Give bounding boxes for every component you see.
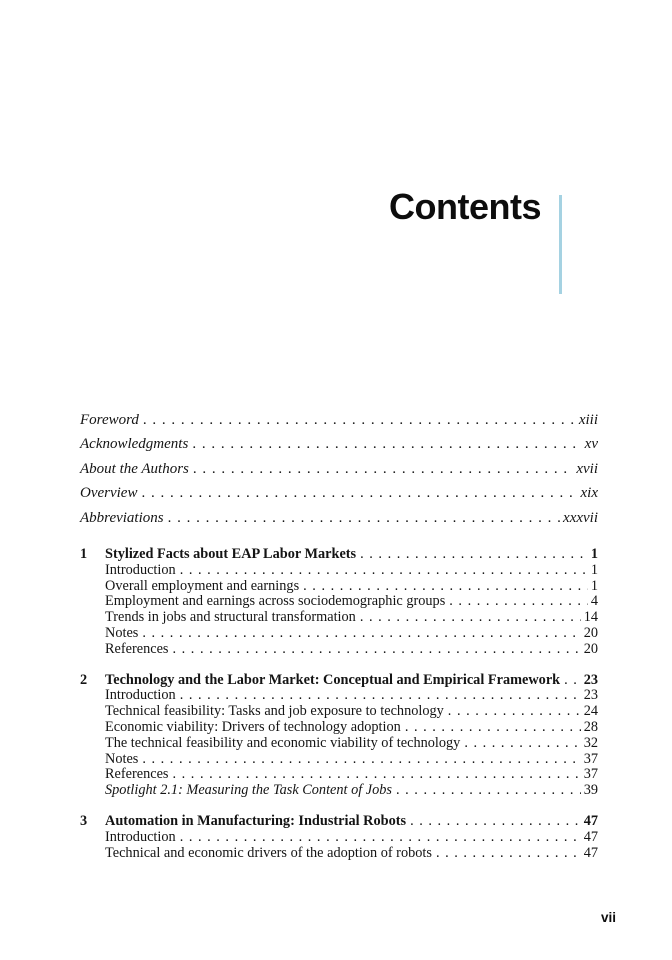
toc-entry bbox=[80, 432, 598, 456]
toc-entry-page: 23 bbox=[583, 687, 598, 704]
toc-entry bbox=[80, 457, 598, 481]
toc-entry-label: Introduction bbox=[105, 828, 176, 845]
toc-entry-page: 28 bbox=[583, 719, 598, 735]
toc-entry-page: 1 bbox=[590, 561, 598, 578]
dot-leader bbox=[405, 720, 581, 736]
dot-leader bbox=[180, 830, 581, 846]
dot-leader bbox=[396, 783, 581, 799]
chapter-entries bbox=[80, 688, 598, 799]
toc-entry bbox=[80, 767, 598, 783]
dot-leader bbox=[193, 457, 573, 481]
toc-entry-page: 47 bbox=[583, 828, 598, 845]
toc-entry bbox=[80, 736, 598, 752]
chapter-number: 2 bbox=[80, 671, 88, 688]
chapter-section bbox=[80, 547, 598, 658]
dot-leader bbox=[436, 846, 581, 862]
chapter-section bbox=[80, 673, 598, 799]
table-of-contents bbox=[80, 408, 598, 861]
toc-entry-label: Notes bbox=[105, 625, 139, 642]
dot-leader bbox=[141, 481, 577, 505]
dot-leader bbox=[448, 704, 581, 720]
chapter-page: 23 bbox=[583, 671, 598, 688]
toc-entry-label: Employment and earnings across sociodemographic groups bbox=[105, 593, 446, 610]
toc-entry-page: 20 bbox=[583, 625, 598, 642]
chapter-title: Technology and the Labor Market: Conceptual and Empirical Framework bbox=[105, 671, 561, 688]
dot-leader bbox=[180, 688, 581, 704]
accent-bar bbox=[559, 195, 562, 294]
toc-entry-label: References bbox=[105, 766, 169, 783]
toc-entry bbox=[80, 408, 598, 432]
toc-entry-label: Economic viability: Drivers of technology adoption bbox=[105, 719, 401, 735]
chapter-entries bbox=[80, 563, 598, 658]
toc-entry-label: Introduction bbox=[105, 561, 176, 578]
chapter-heading bbox=[80, 547, 598, 563]
toc-entry bbox=[80, 846, 598, 862]
toc-entry-page: xv bbox=[584, 436, 598, 453]
toc-entry-label: Trends in jobs and structural transformation bbox=[105, 609, 356, 626]
toc-entry-label: Foreword bbox=[80, 412, 139, 428]
toc-entry-label: The technical feasibility and economic viability of technology bbox=[105, 734, 461, 751]
dot-leader bbox=[142, 626, 580, 642]
toc-entry bbox=[80, 830, 598, 846]
dot-leader bbox=[180, 563, 588, 579]
toc-entry-label: Abbreviations bbox=[80, 509, 164, 526]
dot-leader bbox=[192, 432, 581, 456]
toc-entry-label: Technical and economic drivers of the adoption of robots bbox=[105, 844, 432, 861]
dot-leader bbox=[303, 579, 588, 595]
toc-entry-label: Overall employment and earnings bbox=[105, 577, 300, 594]
chapter-section bbox=[80, 814, 598, 861]
dot-leader bbox=[173, 767, 581, 783]
page-title: Contents bbox=[389, 186, 541, 227]
toc-entry-page: xvii bbox=[576, 460, 598, 477]
toc-entry-label: References bbox=[105, 640, 169, 657]
toc-entry-label: About the Authors bbox=[80, 460, 189, 477]
dot-leader bbox=[360, 547, 588, 563]
chapter-heading bbox=[80, 814, 598, 830]
toc-entry-label: Spotlight 2.1: Measuring the Task Content of Jobs bbox=[105, 782, 392, 799]
dot-leader bbox=[464, 736, 580, 752]
toc-entry bbox=[80, 563, 598, 579]
toc-entry bbox=[80, 704, 598, 720]
toc-entry bbox=[80, 752, 598, 768]
chapter-number: 3 bbox=[80, 812, 88, 829]
dot-leader bbox=[449, 594, 588, 610]
chapter-number: 1 bbox=[80, 546, 88, 563]
dot-leader bbox=[168, 506, 560, 530]
toc-entry bbox=[80, 594, 598, 610]
toc-entry-page: 32 bbox=[583, 734, 598, 751]
dot-leader bbox=[143, 408, 576, 432]
chapter-entries bbox=[80, 830, 598, 862]
toc-entry-label: Technical feasibility: Tasks and job exposure to technology bbox=[105, 703, 444, 720]
toc-entry bbox=[80, 783, 598, 799]
chapter-title: Stylized Facts about EAP Labor Markets bbox=[105, 546, 357, 563]
chapter-title: Automation in Manufacturing: Industrial Robots bbox=[105, 812, 407, 829]
toc-entry bbox=[80, 688, 598, 704]
toc-entry bbox=[80, 481, 598, 505]
toc-entry-page: xiii bbox=[578, 412, 598, 428]
toc-entry-label: Notes bbox=[105, 750, 139, 767]
chapter-page: 47 bbox=[583, 812, 598, 829]
toc-entry-page: 4 bbox=[590, 593, 598, 610]
dot-leader bbox=[142, 752, 580, 768]
toc-entry-page: 37 bbox=[583, 766, 598, 783]
toc-entry bbox=[80, 642, 598, 658]
chapter-page: 1 bbox=[590, 546, 598, 563]
toc-entry bbox=[80, 610, 598, 626]
dot-leader bbox=[410, 814, 581, 830]
toc-entry-page: xxxvii bbox=[563, 509, 598, 526]
toc-entry-page: 24 bbox=[583, 703, 598, 720]
toc-entry bbox=[80, 720, 598, 736]
toc-entry bbox=[80, 626, 598, 642]
page-number: vii bbox=[600, 910, 616, 925]
front-matter-list bbox=[80, 408, 598, 530]
toc-entry bbox=[80, 579, 598, 595]
toc-entry-page: 1 bbox=[590, 577, 598, 594]
toc-entry-page: 39 bbox=[583, 782, 598, 799]
toc-entry bbox=[80, 506, 598, 530]
toc-entry-label: Acknowledgments bbox=[80, 436, 189, 453]
dot-leader bbox=[173, 642, 581, 658]
toc-entry-page: 47 bbox=[583, 844, 598, 861]
toc-entry-page: 14 bbox=[583, 609, 598, 626]
toc-entry-label: Introduction bbox=[105, 687, 176, 704]
chapter-heading bbox=[80, 673, 598, 689]
dot-leader bbox=[360, 610, 581, 626]
toc-entry-page: 37 bbox=[583, 750, 598, 767]
chapter-list bbox=[80, 547, 598, 861]
toc-entry-page: 20 bbox=[583, 640, 598, 657]
toc-entry-label: Overview bbox=[80, 485, 138, 502]
toc-entry-page: xix bbox=[580, 485, 598, 502]
dot-leader bbox=[564, 673, 581, 689]
